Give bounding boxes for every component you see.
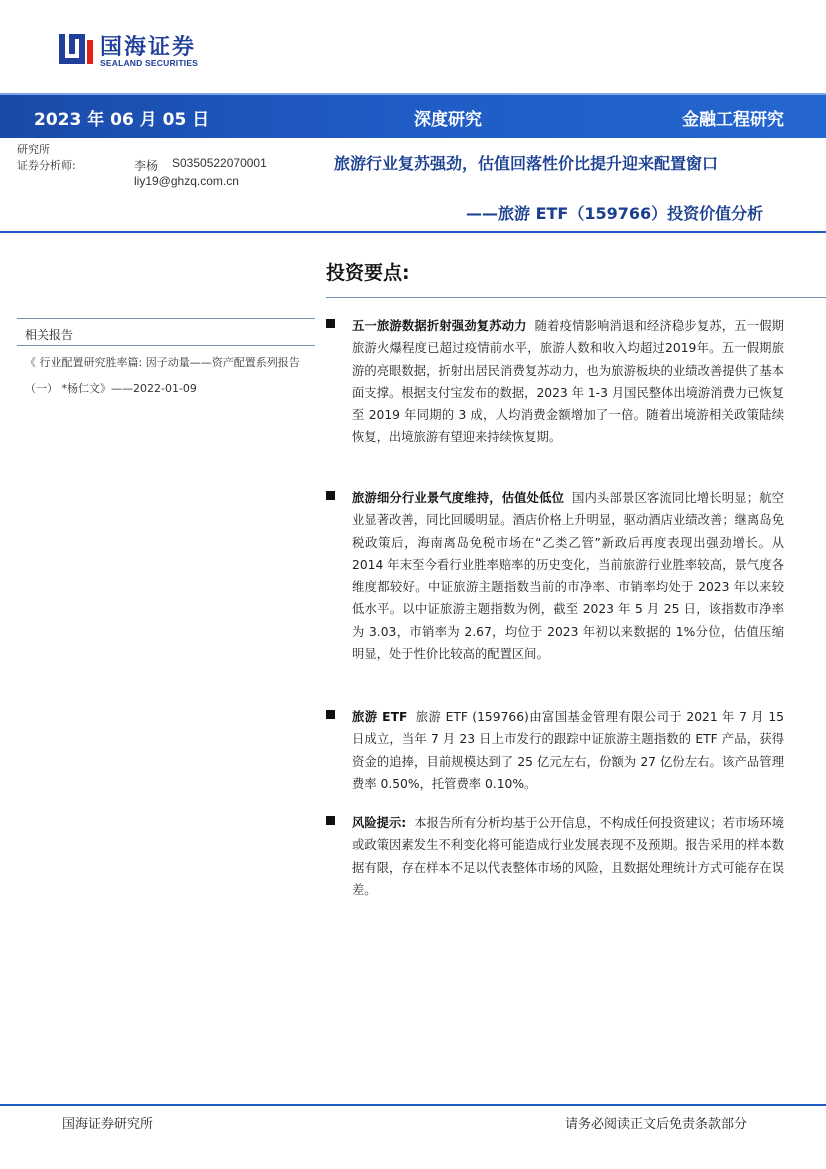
analyst-name: 李杨 [134, 159, 159, 173]
department: 研究所 [17, 143, 50, 156]
key-point-heading: 五一旅游数据折射强劲复苏动力 [352, 319, 527, 333]
key-point [326, 812, 784, 901]
report-category: 金融工程研究 [682, 110, 784, 130]
footer-divider [0, 1104, 826, 1106]
company-name-cn: 国海证券 [100, 35, 197, 60]
key-point-heading: 风险提示: [352, 816, 407, 830]
report-subtitle: ——旅游 ETF（159766）投资价值分析 [466, 204, 764, 223]
key-point [326, 315, 784, 449]
report-date: 2023 年 06 月 05 日 [34, 110, 210, 130]
related-report-item[interactable]: 《 行业配置研究胜率篇: 因子动量——资产配置系列报告（一） *杨仁文》——2022-01-09 [25, 356, 300, 395]
analyst-license: S0350522070001 [172, 156, 267, 170]
related-top-divider [17, 318, 315, 319]
key-point [326, 487, 784, 665]
analyst-role-label: 证券分析师: [17, 159, 76, 172]
report-title: 旅游行业复苏强劲，估值回落性价比提升迎来配置窗口 [334, 154, 719, 173]
footer-institute: 国海证券研究所 [62, 1117, 154, 1132]
bullet-square-icon [326, 319, 335, 328]
key-point-heading: 旅游细分行业景气度维持，估值处低位 [352, 491, 565, 505]
company-name-en: SEALAND SECURITIES [100, 58, 199, 68]
footer-disclaimer: 请务必阅读正文后免责条款部分 [565, 1117, 748, 1132]
section-divider [326, 297, 826, 298]
related-mid-divider [17, 345, 315, 346]
bullet-square-icon [326, 491, 335, 500]
key-point [326, 706, 784, 795]
header-divider [0, 231, 826, 233]
analyst-email[interactable]: liy19@ghzq.com.cn [134, 174, 239, 188]
report-type: 深度研究 [414, 110, 482, 130]
bullet-square-icon [326, 816, 335, 825]
key-point-body: 旅游 ETF (159766)由富国基金管理有限公司于 2021 年 7 月 15 日成立，当年 7 月 23 日上市发行的跟踪中证旅游主题指数的 ETF 产品，获得资金的追捧，目前规模达到了 25 亿元左右，份额为 27 亿份左右。该产品管理费率 0.50%，托管费率 0.10%。 [352, 710, 784, 791]
bullet-square-icon [326, 710, 335, 719]
key-point-body: 本报告所有分析均基于公开信息，不构成任何投资建议；若市场环境或政策因素发生不利变化将可能造成行业发展表现不及预期。报告采用的样本数据有限，存在样本不足以代表整体市场的风险，且数据处理统计方式可能存在误差。 [352, 816, 784, 897]
key-point-body: 国内头部景区客流同比增长明显；航空业显著改善，同比回暖明显。酒店价格上升明显，驱动酒店业绩改善；继离岛免税政策后，海南离岛免税市场在“乙类乙管”新政后再度表现出强劲增长。从 2014 年末至今看行业胜率赔率的历史变化，当前旅游行业胜率较高，景气度各维度都较好。中证旅游主题指数当前的市净率、市销率均处于 2023 年以来较低水平。以中证旅游主题指数为例，截至 2023 年 5 月 25 日，该指数市净率为 3.03，市销率为 2.67，均位于 2023 年初以来数据的 1%分位，估值压缩明显，处于性价比较高的配置区间。 [352, 491, 784, 662]
section-heading: 投资要点: [326, 262, 410, 284]
key-point-heading: 旅游 ETF [352, 710, 408, 724]
sealand-logo-icon [57, 30, 95, 68]
related-reports-heading: 相关报告 [25, 328, 74, 342]
key-point-body: 随着疫情影响消退和经济稳步复苏，五一假期旅游火爆程度已超过疫情前水平，旅游人数和收入均超过2019年。五一假期旅游的亮眼数据，折射出居民消费复苏动力，也为旅游板块的业绩改善提供了基本面支撑。根据支付宝发布的数据，2023 年 1-3 月国民整体出境游消费力已恢复至 2019 年同期的 3 成，人均消费金额增加了一倍。随着出境游相关政策陆续恢复，出境旅游有望迎来持续恢复期。 [352, 319, 785, 445]
